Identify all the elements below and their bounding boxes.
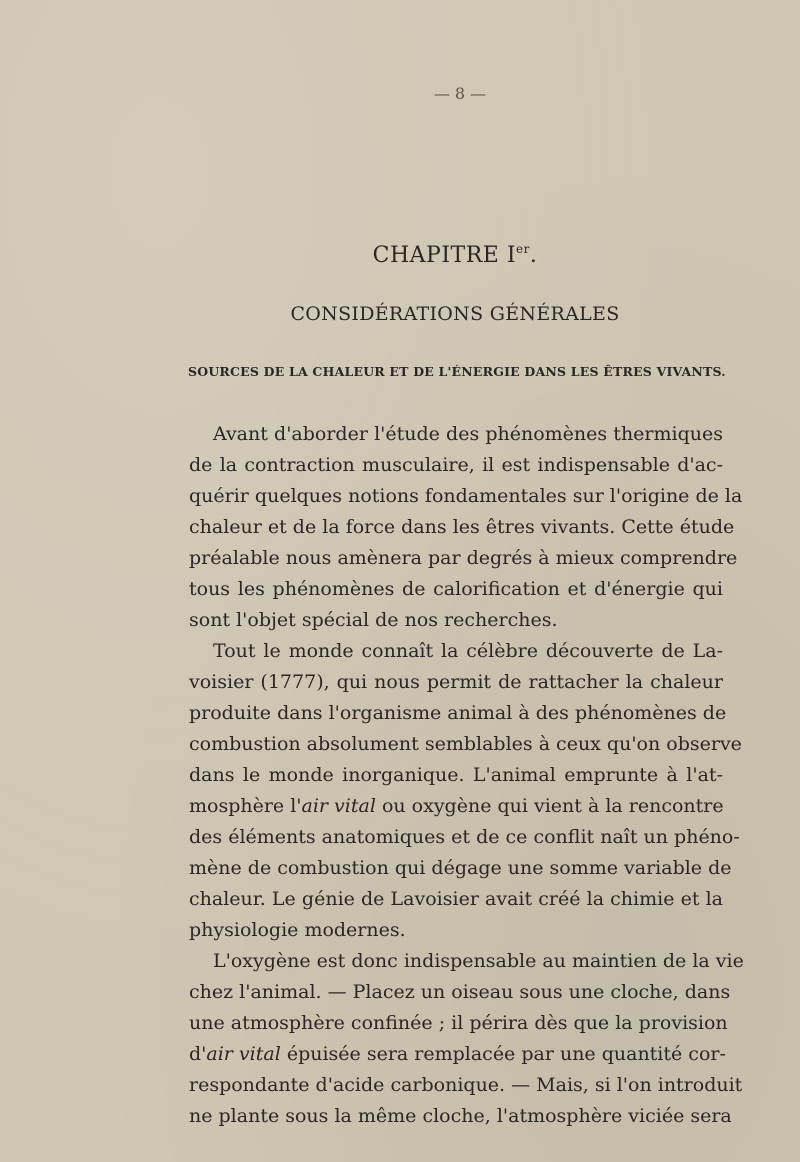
chapter-label: CHAPITRE I bbox=[372, 243, 517, 268]
text-line: physiologie modernes. bbox=[189, 919, 406, 941]
text-line: combustion absolument semblables à ceux qu'on observe bbox=[189, 733, 742, 755]
text-line-after: ou oxygène qui vient à la rencontre bbox=[375, 795, 724, 817]
text-line: préalable nous amènera par degrés à mieux comprendre bbox=[189, 547, 738, 569]
text-line-before: d' bbox=[189, 1043, 207, 1065]
text-line: mène de combustion qui dégage une somme variable de bbox=[189, 857, 732, 879]
text-line: de la contraction musculaire, il est indispensable d'ac- bbox=[189, 454, 723, 476]
chapter-heading bbox=[0, 242, 800, 268]
text-line: quérir quelques notions fondamentales sur l'origine de la bbox=[189, 485, 743, 507]
italic-term: air vital bbox=[301, 795, 376, 817]
text-line: L'oxygène est donc indispensable au maintien de la vie bbox=[213, 950, 744, 972]
text-line: sont l'objet spécial de nos recherches. bbox=[189, 609, 558, 631]
body-text bbox=[189, 419, 744, 1132]
page-number: — 8 — bbox=[433, 84, 487, 103]
text-line: chaleur et de la force dans les êtres vivants. Cette étude bbox=[189, 516, 735, 538]
text-line: Avant d'aborder l'étude des phénomènes thermiques bbox=[213, 423, 723, 445]
text-line: une atmosphère confinée ; il périra dès que la provision bbox=[189, 1012, 728, 1034]
text-line: produite dans l'organisme animal à des phénomènes de bbox=[189, 702, 727, 724]
text-line: dans le monde inorganique. L'animal emprunte à l'at- bbox=[189, 764, 723, 786]
text-line bbox=[189, 1039, 726, 1070]
section-title: CONSIDÉRATIONS GÉNÉRALES bbox=[290, 303, 620, 325]
chapter-suffix: . bbox=[529, 243, 538, 268]
text-line-after: épuisée sera remplacée par une quantité cor- bbox=[280, 1043, 726, 1065]
italic-term: air vital bbox=[206, 1043, 281, 1065]
text-line: chez l'animal. — Placez un oiseau sous une cloche, dans bbox=[189, 981, 731, 1003]
chapter-ordinal: er bbox=[516, 242, 530, 256]
text-line: Tout le monde connaît la célèbre découverte de La- bbox=[213, 640, 723, 662]
text-line bbox=[189, 791, 723, 822]
text-line: respondante d'acide carbonique. — Mais, si l'on introduit bbox=[189, 1074, 743, 1096]
text-line: tous les phénomènes de calorification et d'énergie qui bbox=[189, 578, 723, 600]
text-line: chaleur. Le génie de Lavoisier avait créé la chimie et la bbox=[189, 888, 723, 910]
text-line: ne plante sous la même cloche, l'atmosphère viciée sera bbox=[189, 1105, 732, 1127]
text-line-before: mosphère l' bbox=[189, 795, 302, 817]
section-subtitle: SOURCES DE LA CHALEUR ET DE L'ÉNERGIE DANS LES ÊTRES VIVANTS. bbox=[188, 364, 726, 379]
text-line: des éléments anatomiques et de ce conflit naît un phéno- bbox=[189, 826, 740, 848]
text-line: voisier (1777), qui nous permit de rattacher la chaleur bbox=[189, 671, 723, 693]
